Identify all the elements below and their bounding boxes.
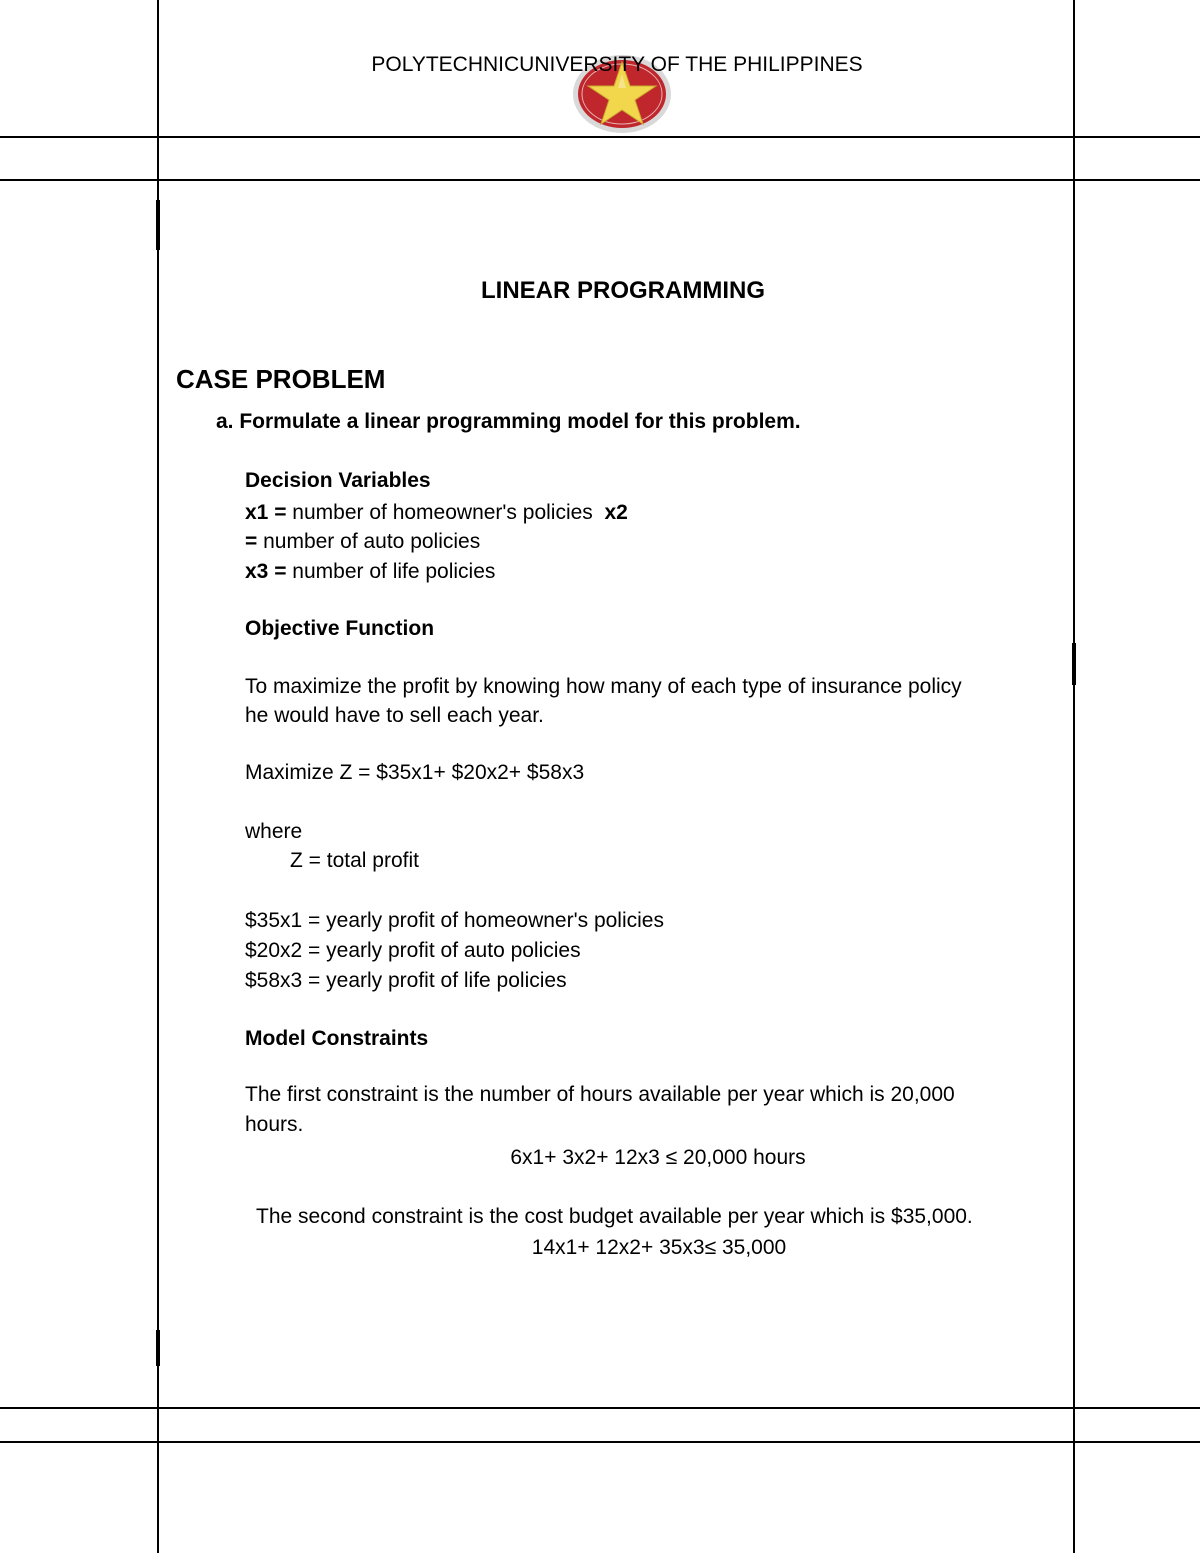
model-constraints-heading: Model Constraints bbox=[245, 1027, 429, 1050]
right-margin-accent bbox=[1072, 643, 1076, 685]
footer-rule-top bbox=[0, 1407, 1200, 1409]
constraint1-text-line2: hours. bbox=[245, 1113, 304, 1136]
objective-formula: Maximize Z = $35x1+ $20x2+ $58x3 bbox=[245, 761, 585, 784]
header-rule-bottom bbox=[0, 179, 1200, 181]
right-margin-line bbox=[1073, 0, 1075, 1553]
decision-variables-heading: Decision Variables bbox=[245, 469, 431, 492]
x1-label: x1 = bbox=[245, 501, 287, 524]
header-rule-top bbox=[0, 136, 1200, 138]
footer-rule-bottom bbox=[0, 1441, 1200, 1443]
objective-description-line2: he would have to sell each year. bbox=[245, 704, 544, 727]
page-title: LINEAR PROGRAMMING bbox=[481, 277, 765, 304]
left-margin-accent-top bbox=[156, 200, 160, 250]
x1-description: number of homeowner's policies bbox=[286, 501, 593, 524]
constraint1-text-line1: The first constraint is the number of hours available per year which is 20,000 bbox=[245, 1083, 955, 1106]
constraint1-equation: 6x1+ 3x2+ 12x3 ≤ 20,000 hours bbox=[510, 1146, 806, 1169]
question-a: a. Formulate a linear programming model for this problem. bbox=[216, 410, 801, 433]
x3-description: number of life policies bbox=[286, 560, 496, 583]
constraint2-text: The second constraint is the cost budget available per year which is $35,000. bbox=[256, 1205, 973, 1228]
left-margin-accent-bottom bbox=[156, 1330, 160, 1366]
profit-term-x2: $20x2 = yearly profit of auto policies bbox=[245, 939, 581, 962]
university-name: POLYTECHNICUNIVERSITY OF THE PHILIPPINES bbox=[371, 53, 863, 76]
where-label: where bbox=[245, 820, 303, 843]
decision-variable-x1-line bbox=[245, 501, 628, 525]
section-heading: CASE PROBLEM bbox=[176, 364, 386, 394]
decision-variable-x2-line bbox=[245, 530, 480, 554]
x2-label: x2 bbox=[604, 501, 628, 524]
objective-description-line1: To maximize the profit by knowing how many of each type of insurance policy bbox=[245, 675, 962, 698]
profit-term-x3: $58x3 = yearly profit of life policies bbox=[245, 969, 567, 992]
z-definition: Z = total profit bbox=[290, 849, 419, 872]
decision-variable-x3-line bbox=[245, 560, 495, 584]
constraint2-equation: 14x1+ 12x2+ 35x3≤ 35,000 bbox=[531, 1236, 787, 1259]
objective-function-heading: Objective Function bbox=[245, 617, 435, 640]
x2-description: number of auto policies bbox=[257, 530, 481, 553]
profit-term-x1: $35x1 = yearly profit of homeowner's policies bbox=[245, 909, 664, 932]
x2-equals: = bbox=[245, 530, 258, 553]
x3-label: x3 = bbox=[245, 560, 287, 583]
